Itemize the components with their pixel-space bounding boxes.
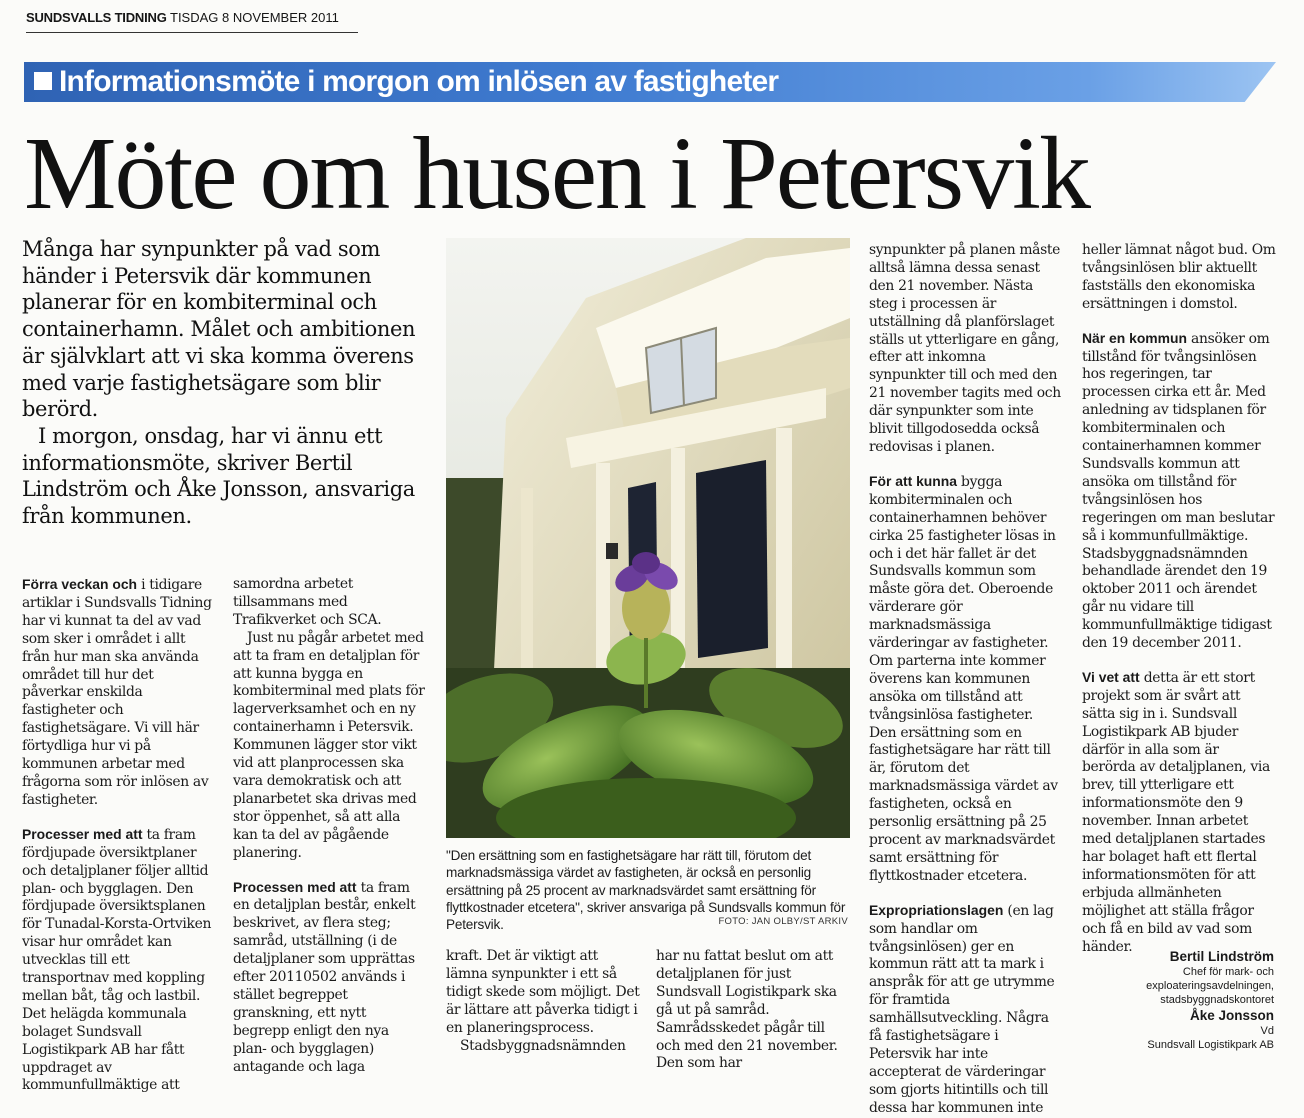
masthead — [26, 10, 358, 33]
paragraph: heller lämnat något bud. Om tvångsinlösen blir aktuellt fastställs den ekonomiska ersättningen i domstol. — [1082, 242, 1276, 312]
author-title: Chef för mark- och — [1182, 966, 1274, 978]
ingress-paragraph: I morgon, onsdag, har vi ännu ett informationsmöte, skriver Bertil Lindström och Åke Jonsson, ansvariga från kommunen. — [22, 423, 415, 529]
paragraph: Förra veckan och i tidigare artiklar i Sundsvalls Tidning har vi kunnat ta del av vad som sker i området i allt från hur man ska använda området till hur det påverkar enskilda fastigheter och fastighetsägare. Vi vill här förtydliga hur vi på kommunen arbetar med frågorna som rör inlösen av fastigheter. — [22, 576, 212, 808]
house-with-rhododendron-photo — [446, 238, 850, 838]
paragraph: synpunkter på planen måste alltså lämna dessa senast den 21 november. Nästa steg i processen är utställning då planförslaget ställs ut ytterligare en gång, efter att inkomna synpunkter till och med den 21 november tagits med och där synpunkter som inte blivit tillgodosedda också redovisas i planen. — [869, 242, 1061, 455]
paragraph: Processer med att ta fram fördjupade översiktplaner och detaljplaner följer alltid plan- och bygglagen. Den fördjupade översiktsplanen för Tunadal-Korsta-Ortviken visar hur området kan utvecklas till ett transportnav med koppling mellan båt, tåg och lastbil. Det helägda kommunala bolaget Sundsvall Logistikpark AB har fått uppdraget av kommunfullmäktige att — [22, 825, 212, 1094]
author-title: Sundsvall Logistikpark AB — [1147, 1039, 1274, 1051]
paragraph: Just nu pågår arbetet med att ta fram en detaljplan för att kunna bygga en kombiterminal med plats för lagerverksamhet och en ny containerhamn i Petersvik. Kommunen lägger stor vikt vid att planprocessen ska vara demokratisk och att planarbetet ska drivas med stor öppenhet, så att alla kan ta del av pågående planering. — [233, 629, 425, 861]
headline: Möte om husen i Petersvik — [24, 116, 1090, 231]
paragraph: kraft. Det är viktigt att lämna synpunkter i ett så tidigt skede som möjligt. Det är lättare att påverka tidigt i en planeringsprocess. — [446, 948, 640, 1036]
kicker-text: Informationsmöte i morgon om inlösen av fastigheter — [59, 65, 779, 98]
signoff — [1084, 948, 1274, 1052]
paragraph: För att kunna bygga kombiterminalen och containerhamnen behöver cirka 25 fastigheter lösas in och i det här fallet är det Sundsvalls kommun som måste göra det. Oberoende värderare gör marknadsmässiga värderingar av fastigheter. Om parterna inte kommer överens kan kommunen ansöka om tillstånd att tvångsinlösa fastigheter. Den ersättning som en fastighetsägare har rätt till är, förutom det marknadsmässiga värdet av fastigheten, också en personlig ersättning på 25 procent av marknadsvärdet samt ersättning för flyttkostnader etcetera. — [869, 472, 1058, 884]
photo-caption: "Den ersättning som en fastighetsägare har rätt till, förutom det marknadsmässiga värdet av fastigheten, är också en personlig ersättning på 25 procent av marknadsvärdet samt ersättning för flyttkostnader etcetera", skriver ansvariga på Sundsvalls kommun för Petersvik. — [446, 848, 846, 933]
body-column-3a — [446, 948, 640, 1055]
kicker — [34, 62, 778, 102]
square-bullet-icon — [34, 72, 52, 90]
author-title: stadsbyggnadskontoret — [1160, 994, 1274, 1006]
photo-illustration — [446, 238, 850, 838]
body-column-2 — [233, 576, 425, 1076]
issue-date: TISDAG 8 NOVEMBER 2011 — [170, 10, 339, 25]
ingress — [22, 236, 437, 530]
paragraph-lead: När en kommun — [1082, 329, 1187, 346]
author-title: exploateringsavdelningen, — [1146, 980, 1274, 992]
paragraph-lead: Vi vet att — [1082, 668, 1140, 685]
paragraph: Stadsbyggnadsnämnden — [460, 1037, 626, 1054]
paragraph: När en kommun ansöker om tillstånd för tvångsinlösen hos regeringen, tar processen cirka ett år. Med anledning av tidsplanen för kombiterminalen och containerhamnen kommer Sundsvalls kommun att ansöka om tillstånd för tvångsinlösen hos regeringen om man beslutar så i kommunfullmäktige. Stadsbyggnadsnämnden behandlade ärendet den 19 oktober 2011 och ärendet går nu vidare till kommunfullmäktige tidigast den 19 december 2011. — [1082, 329, 1275, 652]
paragraph-lead: Processer med att — [22, 825, 143, 842]
paragraph-lead: För att kunna — [869, 472, 957, 489]
paragraph: har nu fattat beslut om att detaljplanen för just Sundsvall Logistikpark ska gå ut på samråd. Samrådsskedet pågår till och med den 21 november. Den som har — [656, 948, 838, 1072]
ingress-paragraph: Många har synpunkter på vad som händer i Petersvik där kommunen planerar för en kombiterminal och containerhamn. Målet och ambitionen är självklart att vi ska komma överens med varje fastighetsägare som blir berörd. — [22, 237, 416, 422]
body-column-5 — [1082, 242, 1276, 956]
body-column-4 — [869, 242, 1063, 1118]
body-column-3b — [656, 948, 850, 1073]
paragraph: Processen med att ta fram en detaljplan består, enkelt beskrivet, av flera steg; samråd, utställning (i de detaljplaner som upprättas efter 20110502 används i stället begreppet granskning, ett nytt begrepp enligt den nya plan- och bygglagen) antagande och laga — [233, 878, 416, 1075]
author-title: Vd — [1260, 1025, 1274, 1037]
body-column-1 — [22, 576, 214, 1095]
paragraph: Vi vet att detta är ett stort projekt som är svårt att sätta sig in i. Sundsvall Logistikpark AB bjuder därför in alla som är berörda av detaljplanen, via brev, till ytterligare ett informationsmöte den 9 november. Innan arbetet med detaljplanen startades har bolaget haft ett flertal informationsmöten för att erbjuda allmänheten möjlighet att ställa frågor och få en bild av vad som händer. — [1082, 668, 1270, 955]
photo-credit: FOTO: JAN OLBY/ST ARKIV — [718, 916, 848, 927]
author-name: Åke Jonsson — [1189, 1008, 1274, 1023]
paragraph: samordna arbetet tillsammans med Trafikverket och SCA. — [233, 576, 382, 628]
paragraph: Expropriationslagen (en lag som handlar om tvångsinlösen) ger en kommun rätt att ta mark i anspråk för att ge utrymme för framtida samhällsutveckling. Några få fastighetsägare i Petersvik har inte accepterat de värderingar som gjorts hitintills och till dessa har kommunen inte — [869, 901, 1055, 1116]
paragraph-lead: Expropriationslagen — [869, 901, 1004, 918]
paragraph-lead: Processen med att — [233, 878, 357, 895]
author-name: Bertil Lindström — [1169, 949, 1274, 964]
newspaper-name: SUNDSVALLS TIDNING — [26, 10, 167, 25]
paragraph-lead: Förra veckan och — [22, 576, 138, 592]
